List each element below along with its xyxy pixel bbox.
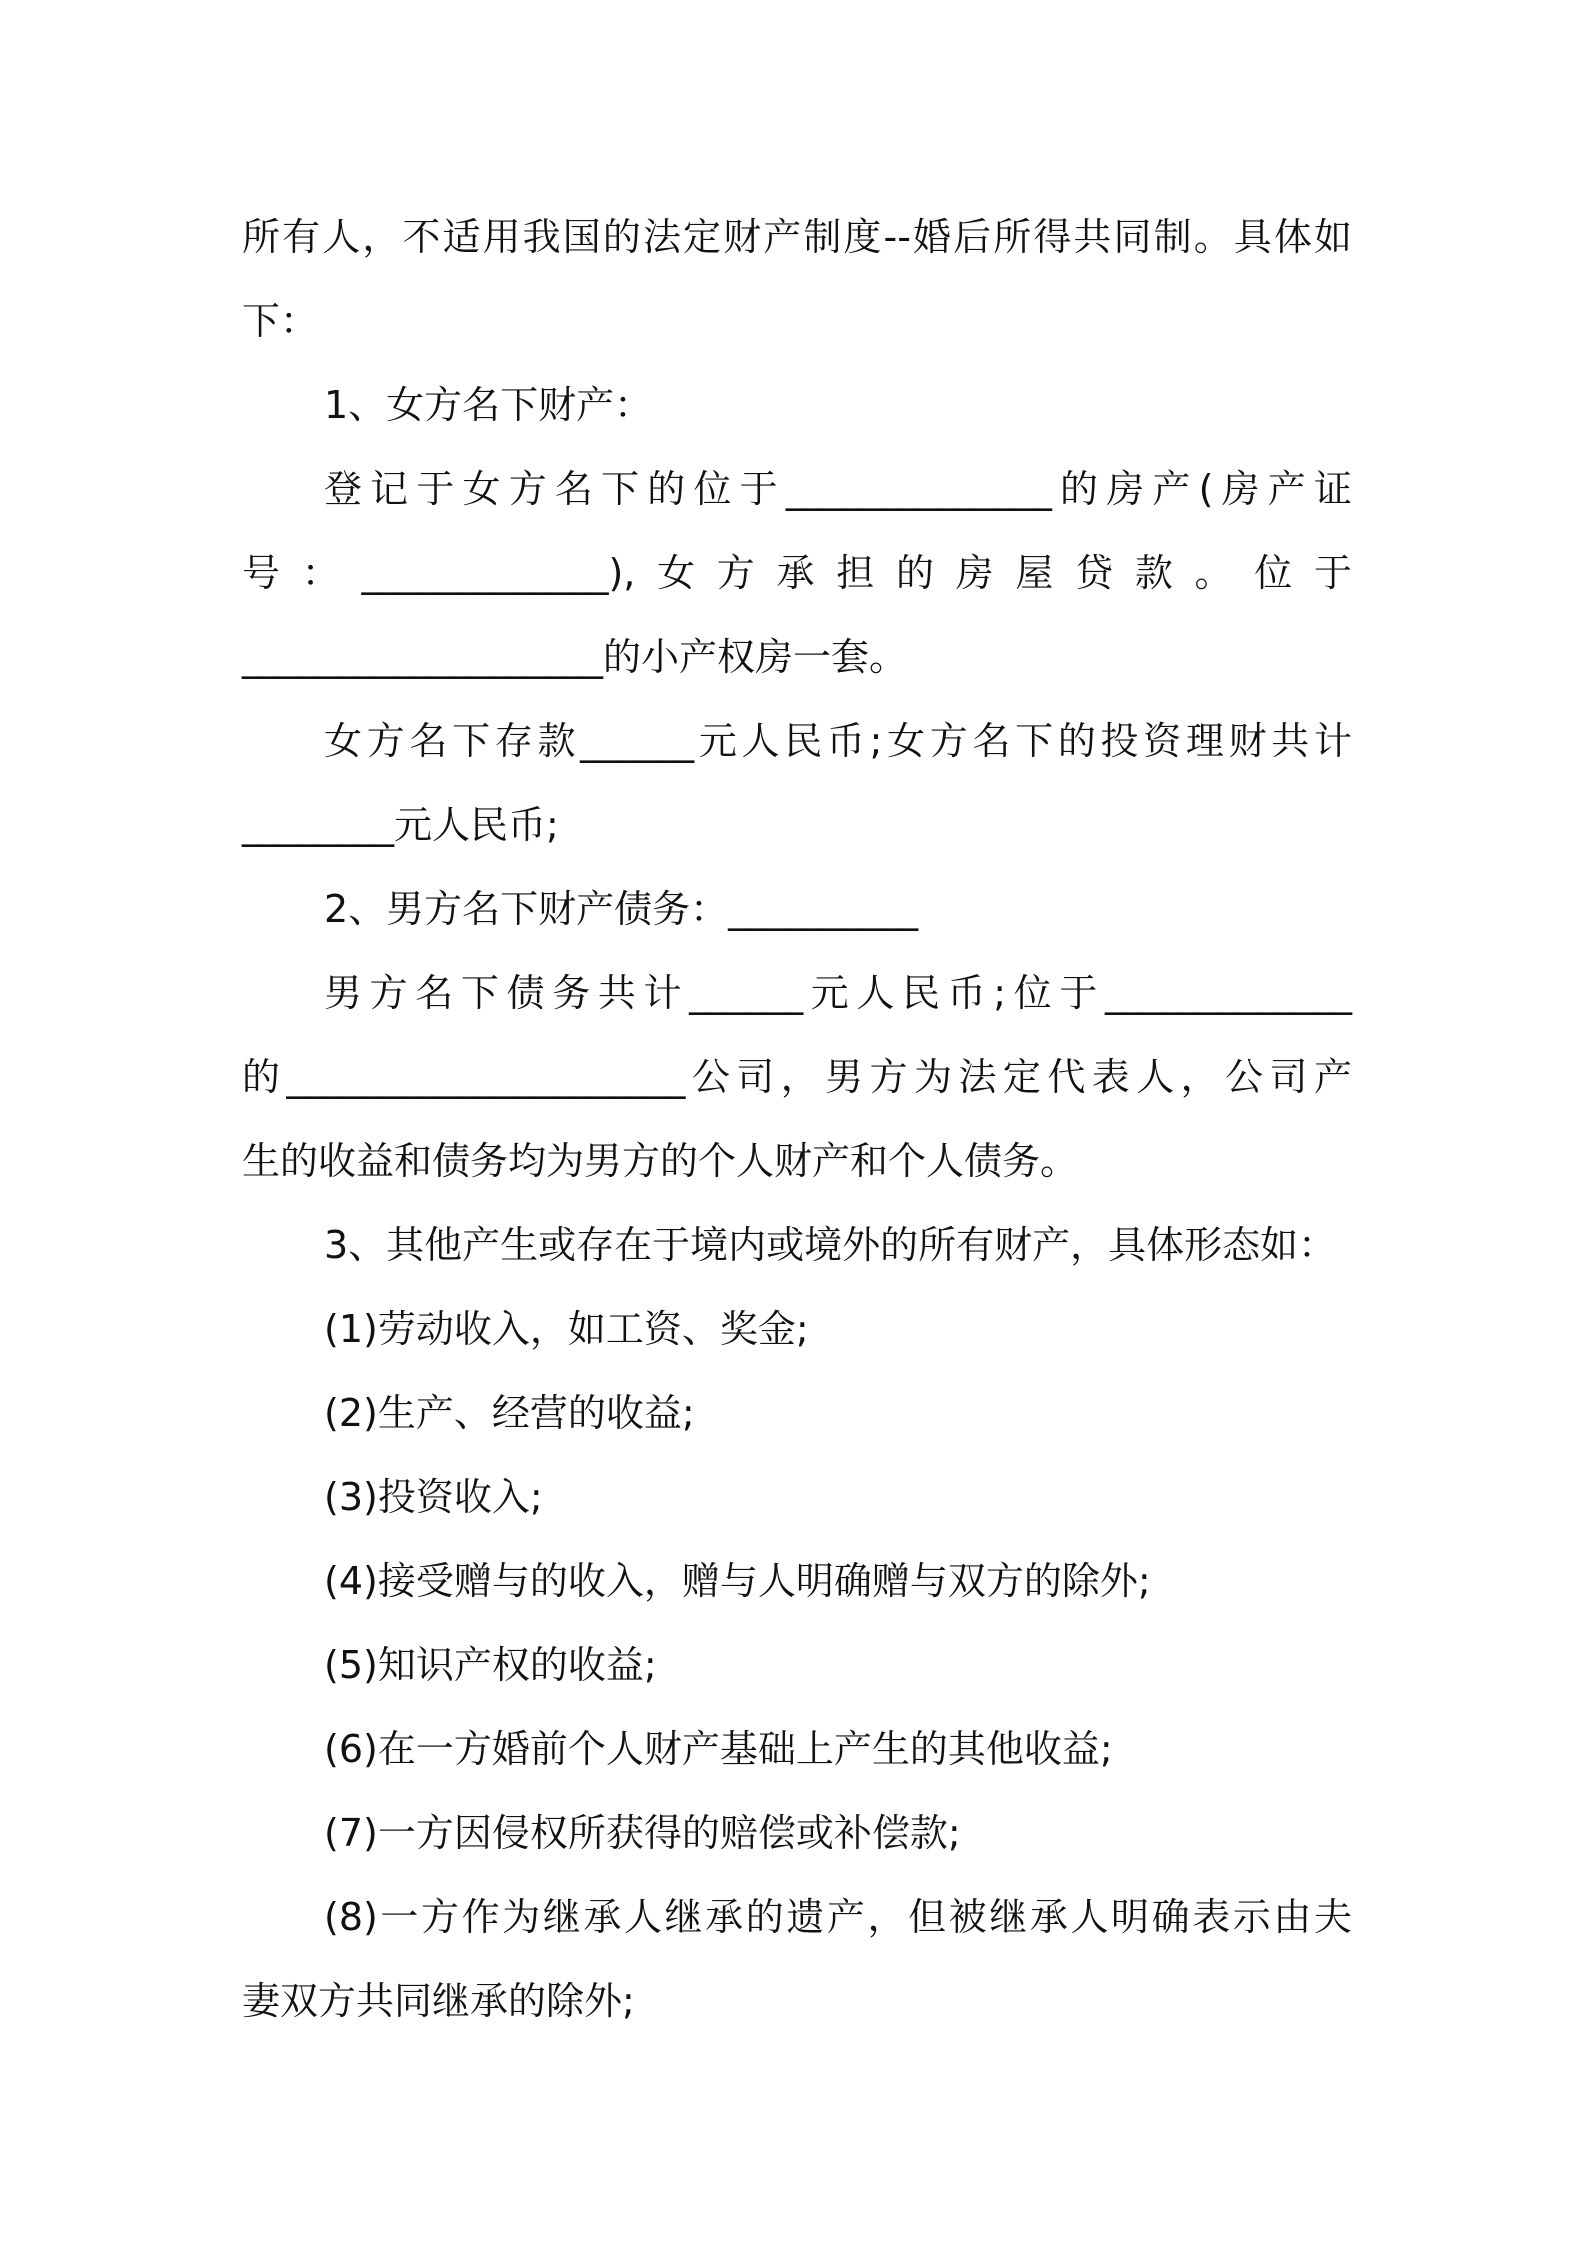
section-heading-female-assets: 1、女方名下财产： — [324, 383, 653, 427]
male-debts-line-2: 的_____________________公司，男方为法定代表人，公司产 — [242, 1055, 1352, 1099]
section-heading-male-assets-debts: 2、男方名下财产债务：__________ — [324, 887, 919, 931]
female-deposits-line-2: ________元人民币; — [242, 803, 559, 847]
paragraph-continuation-line-1: 所有人，不适用我国的法定财产制度--婚后所得共同制。具体如 — [242, 215, 1352, 259]
list-item-6: (6)在一方婚前个人财产基础上产生的其他收益; — [324, 1727, 1113, 1771]
list-item-2: (2)生产、经营的收益; — [324, 1391, 695, 1435]
paragraph-female-deposits — [242, 699, 1352, 867]
female-real-estate-line-3: ___________________的小产权房一套。 — [242, 635, 908, 679]
female-real-estate-line-2: 号：_____________),女方承担的房屋贷款。位于 — [242, 551, 1352, 595]
list-item-8-line-1: (8)一方作为继承人继承的遗产，但被继承人明确表示由夫 — [324, 1895, 1352, 1939]
female-real-estate-line-1: 登记于女方名下的位于______________的房产(房产证 — [324, 467, 1352, 511]
paragraph-continuation — [242, 195, 1352, 363]
list-item-1: (1)劳动收入，如工资、奖金; — [324, 1307, 809, 1351]
paragraph-female-real-estate — [242, 447, 1352, 699]
list-item-8-line-2: 妻双方共同继承的除外; — [242, 1979, 635, 2023]
list-item-4: (4)接受赠与的收入，赠与人明确赠与双方的除外; — [324, 1559, 1151, 1603]
list-item-3: (3)投资收入; — [324, 1475, 543, 1519]
male-debts-line-3: 生的收益和债务均为男方的个人财产和个人债务。 — [242, 1139, 1079, 1183]
list-item-5: (5)知识产权的收益; — [324, 1643, 657, 1687]
list-item-7: (7)一方因侵权所获得的赔偿或补偿款; — [324, 1811, 961, 1855]
paragraph-continuation-line-2: 下： — [242, 299, 319, 343]
male-debts-line-1: 男方名下债务共计______元人民币;位于_____________ — [324, 971, 1352, 1015]
female-deposits-line-1: 女方名下存款______元人民币;女方名下的投资理财共计 — [324, 719, 1352, 763]
list-item-8 — [242, 1875, 1352, 2043]
section-heading-other-assets: 3、其他产生或存在于境内或境外的所有财产，具体形态如： — [324, 1223, 1337, 1267]
document-body — [242, 195, 1352, 2043]
paragraph-male-debts — [242, 951, 1352, 1203]
